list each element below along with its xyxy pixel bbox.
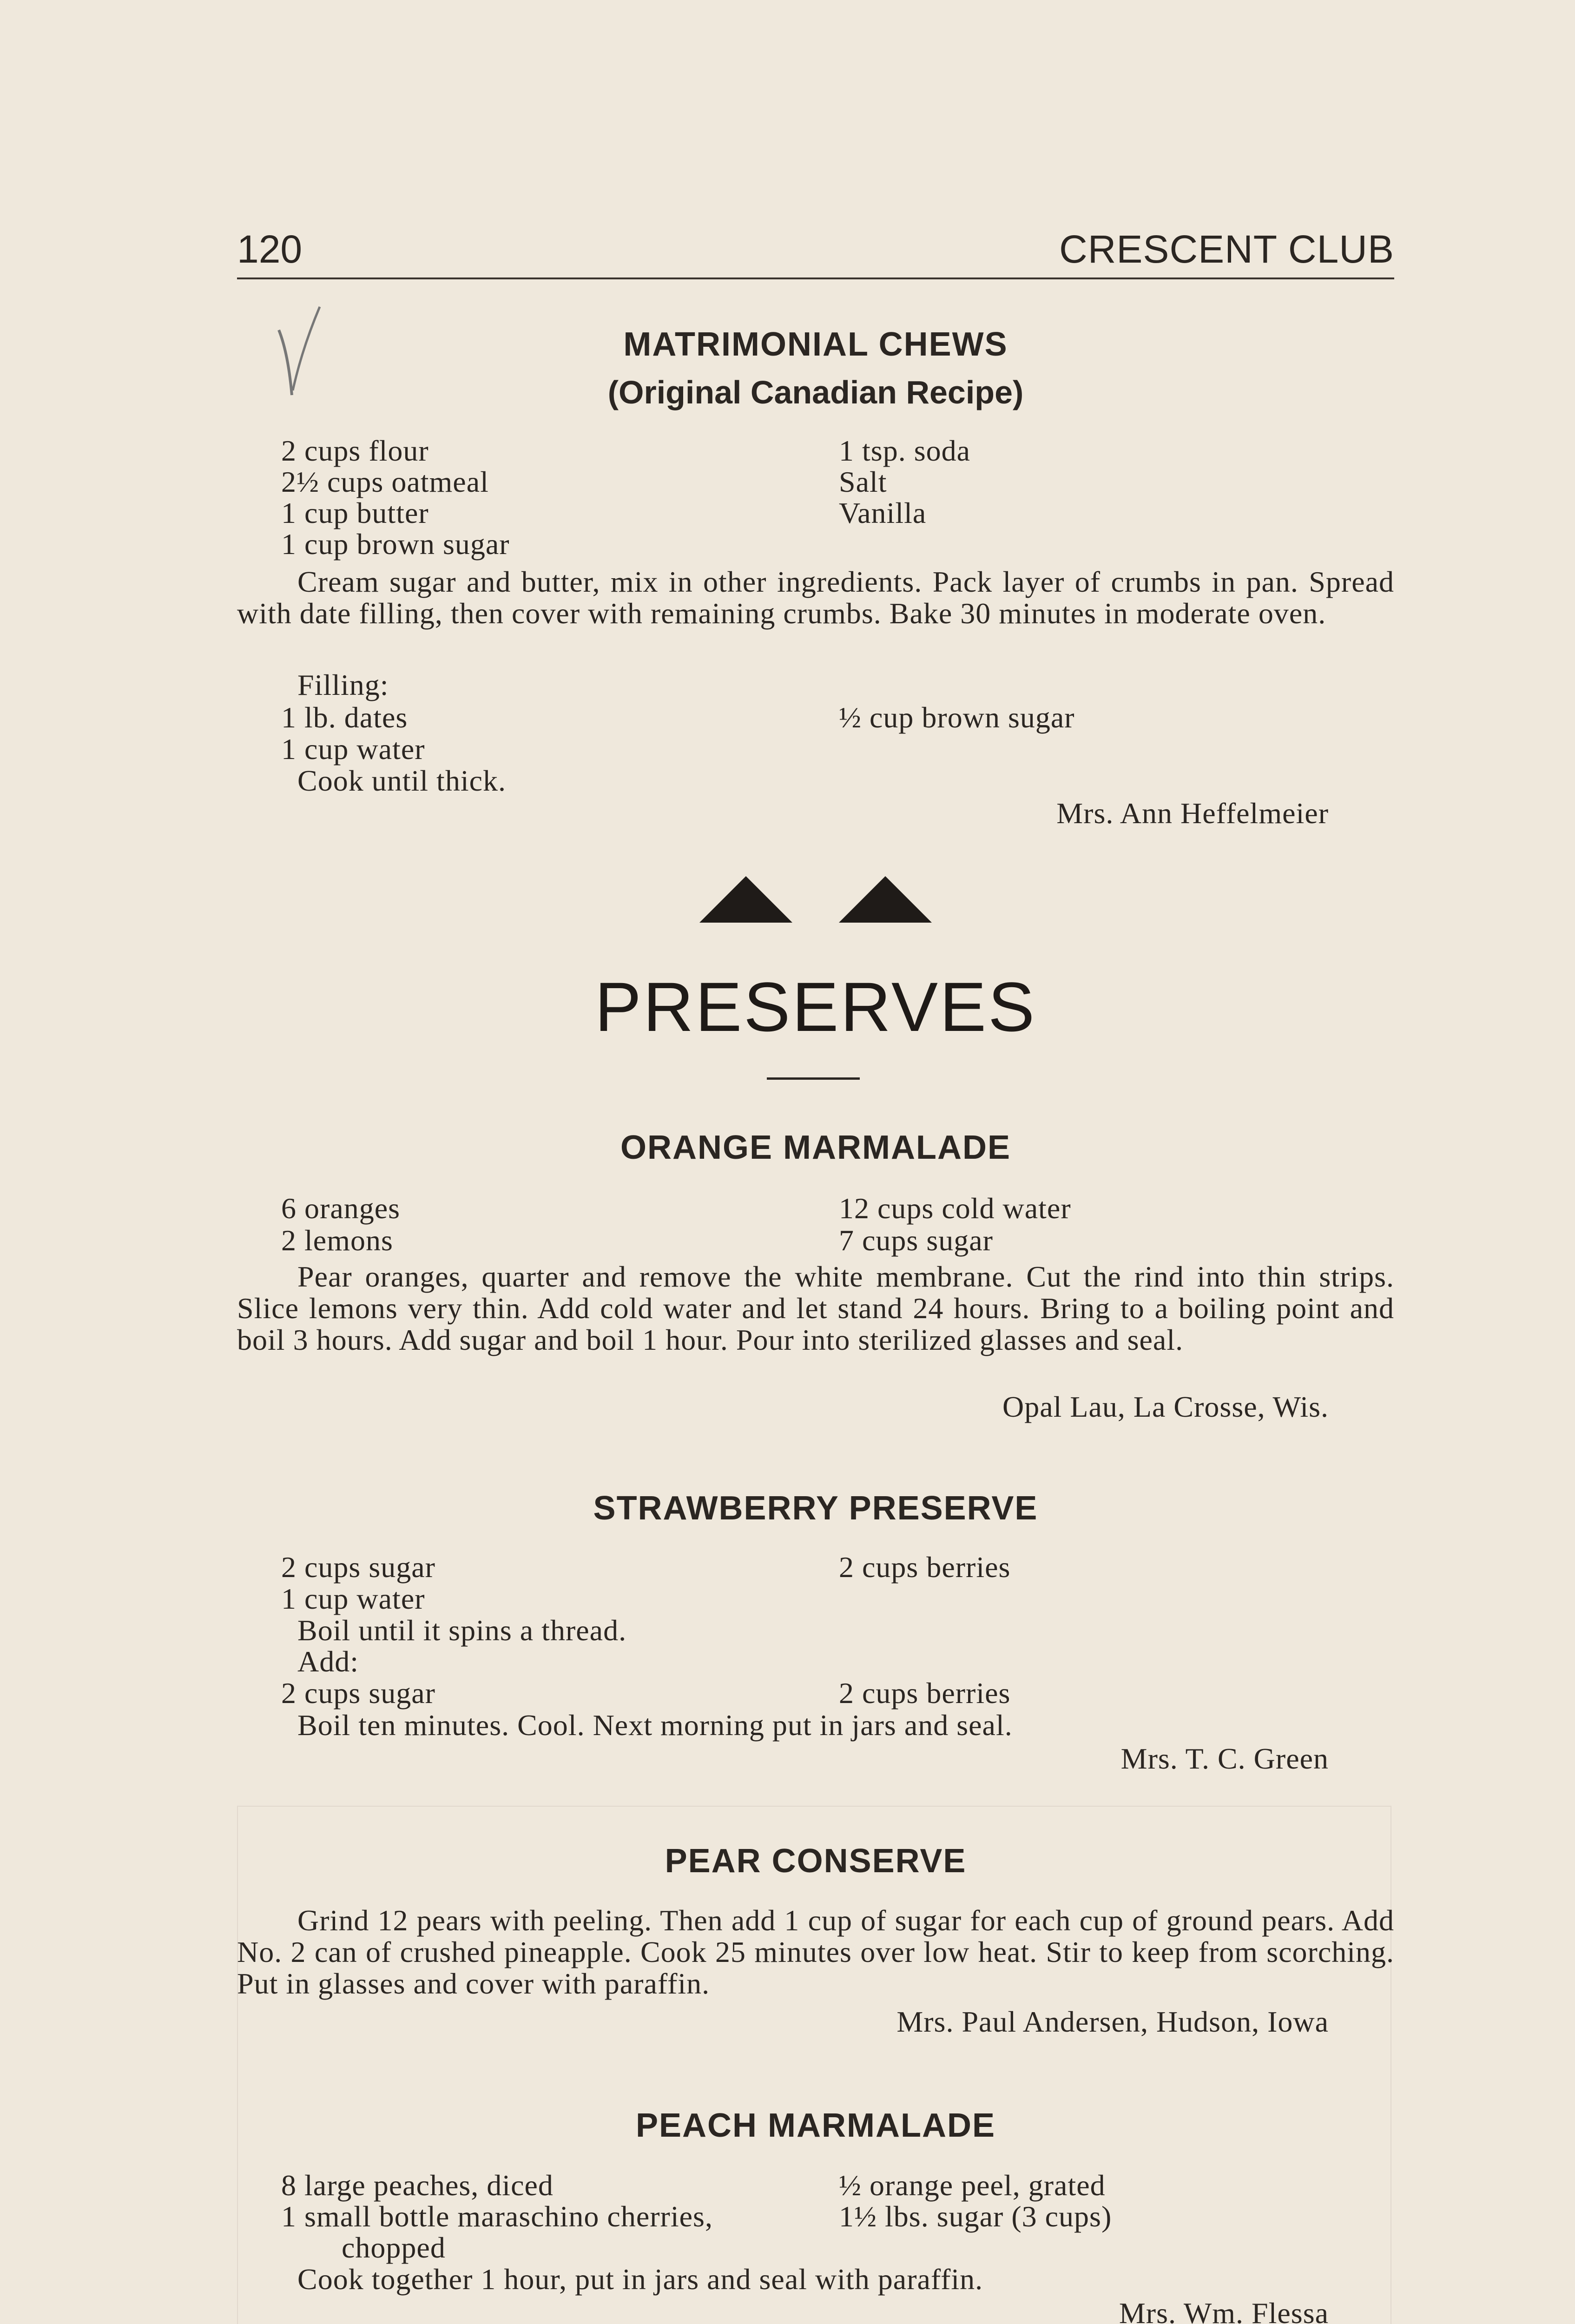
ingredient: ½ orange peel, grated	[839, 2169, 1106, 2202]
ingredient: 7 cups sugar	[839, 1224, 993, 1257]
ingredient: 1½ lbs. sugar (3 cups)	[839, 2200, 1112, 2233]
ingredient: 2 cups berries	[839, 1677, 1011, 1710]
recipe-directions: Add:	[297, 1645, 359, 1678]
ingredient: 2 lemons	[281, 1224, 393, 1257]
recipe-directions: Boil ten minutes. Cool. Next morning put in jars and seal.	[297, 1709, 1013, 1742]
recipe-directions: Boil until it spins a thread.	[297, 1614, 627, 1647]
ingredient: 2 cups sugar	[281, 1677, 435, 1710]
ingredient: 1 small bottle maraschino cherries,	[281, 2200, 713, 2233]
contributor: Mrs. Ann Heffelmeier	[1056, 797, 1329, 830]
contributor: Mrs. T. C. Green	[1120, 1742, 1329, 1775]
recipe-title-peach-marmalade: PEACH MARMALADE	[636, 2107, 995, 2144]
ingredient: 1 lb. dates	[281, 701, 408, 734]
section-rule	[767, 1077, 860, 1080]
ingredient: Vanilla	[839, 496, 927, 529]
running-head: CRESCENT CLUB	[1059, 227, 1394, 271]
recipe-title-matrimonial-chews: MATRIMONIAL CHEWS	[623, 326, 1008, 363]
recipe-subtitle: (Original Canadian Recipe)	[607, 374, 1024, 410]
ingredient: 1 cup water	[281, 733, 425, 766]
ingredient: Salt	[839, 465, 887, 498]
recipe-directions: Cream sugar and butter, mix in other ingredients. Pack layer of crumbs in pan. Spread with date filling, then cover with remaining crumbs. Bake 30 minutes in moderate oven.	[237, 565, 1394, 630]
ingredient: 2 cups sugar	[281, 1551, 435, 1584]
recipe-directions: Cook until thick.	[297, 764, 506, 797]
recipe-directions: Cook together 1 hour, put in jars and seal with paraffin.	[297, 2263, 983, 2296]
recipe-title-strawberry-preserve: STRAWBERRY PRESERVE	[593, 1490, 1038, 1527]
recipe-directions: Grind 12 pears with peeling. Then add 1 cup of sugar for each cup of ground pears. Add No. 2 can of crushed pineapple. Cook 25 minutes over low heat. Stir to keep from scorching. Put in glasses and cover with paraffin.	[237, 1904, 1394, 2000]
recipe-directions: Pear oranges, quarter and remove the white membrane. Cut the rind into thin strips. Slice lemons very thin. Add cold water and let stand 24 hours. Bring to a boiling point and boil 3 hours. Add sugar and boil 1 hour. Pour into sterilized glasses and seal.	[237, 1260, 1394, 1356]
ingredient: 2½ cups oatmeal	[281, 465, 489, 498]
ingredient: 8 large peaches, diced	[281, 2169, 554, 2202]
ingredient: 1 cup water	[281, 1582, 425, 1615]
page-header	[237, 227, 1394, 278]
ingredient: 1 tsp. soda	[839, 434, 970, 467]
ingredient: ½ cup brown sugar	[839, 701, 1075, 734]
ingredient: 2 cups flour	[281, 434, 429, 467]
ingredient: chopped	[342, 2231, 446, 2264]
triangle-ornament-icon	[699, 876, 932, 927]
ingredient: 2 cups berries	[839, 1551, 1011, 1584]
page-number: 120	[237, 227, 303, 271]
contributor: Opal Lau, La Crosse, Wis.	[1002, 1390, 1329, 1423]
filling-label: Filling:	[297, 668, 389, 701]
ingredient: 1 cup butter	[281, 496, 429, 529]
recipe-title-pear-conserve: PEAR CONSERVE	[665, 1842, 967, 1880]
header-rule	[237, 277, 1394, 279]
ingredient: 12 cups cold water	[839, 1192, 1071, 1225]
ingredient: 6 oranges	[281, 1192, 401, 1225]
section-title: PRESERVES	[594, 968, 1037, 1046]
recipe-title-orange-marmalade: ORANGE MARMALADE	[620, 1129, 1011, 1166]
contributor: Mrs. Wm. Flessa	[1119, 2297, 1329, 2324]
contributor: Mrs. Paul Andersen, Hudson, Iowa	[896, 2005, 1329, 2038]
ingredient: 1 cup brown sugar	[281, 528, 510, 561]
